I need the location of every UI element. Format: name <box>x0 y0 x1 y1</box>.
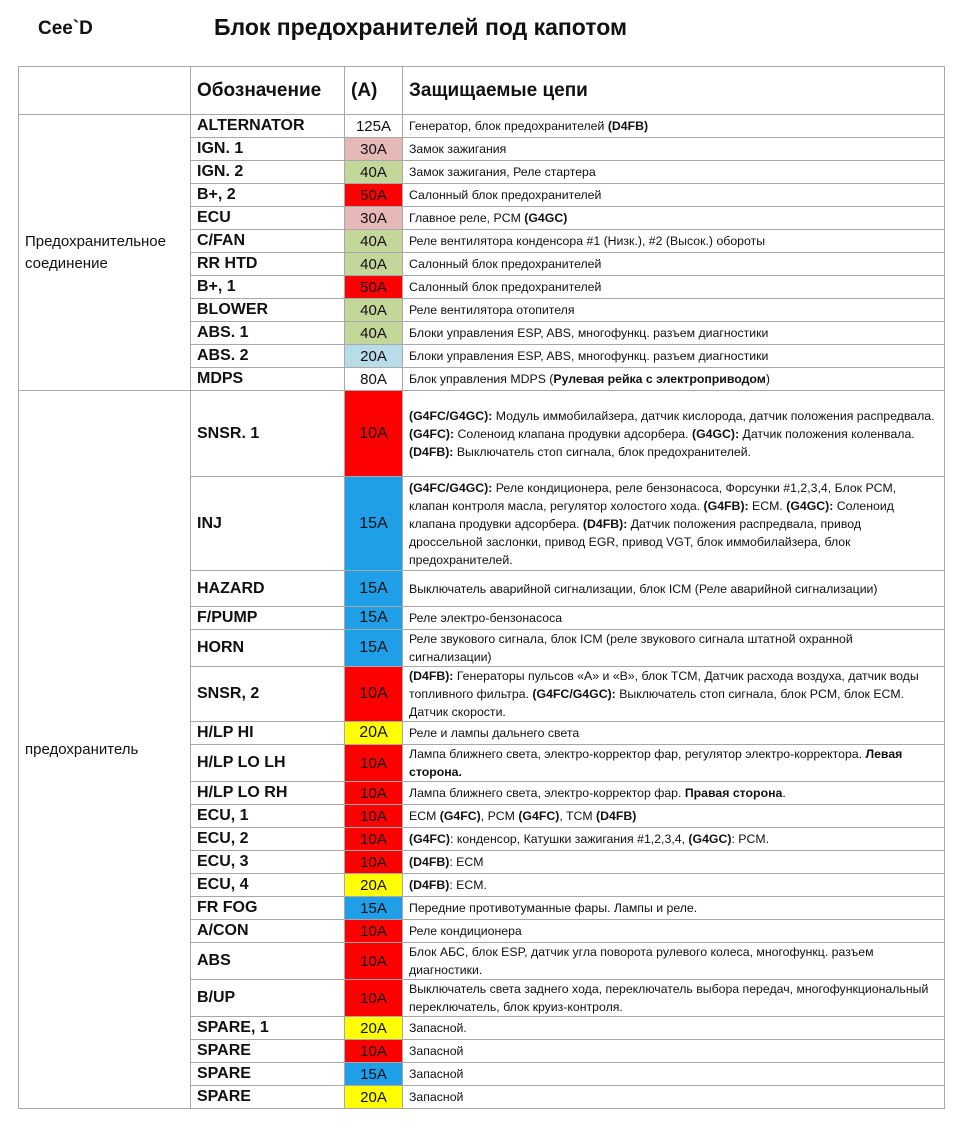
circuit-text-bold: (G4GC): <box>691 426 740 441</box>
circuit-text-bold: (D4FB) <box>409 878 450 892</box>
fuse-designation: F/PUMP <box>191 607 345 630</box>
circuit-text-bold: (G4FC): <box>409 426 455 441</box>
circuit-text: Генератор, блок предохранителей <box>409 119 608 133</box>
protected-circuits <box>403 874 945 897</box>
circuit-text-bold: (D4FB) <box>409 855 450 869</box>
circuit-text-bold: (G4FC/G4GC): <box>532 687 616 701</box>
protected-circuits <box>403 391 945 477</box>
circuit-text: : ECM. <box>449 878 487 892</box>
group-label: Предохранительное соединение <box>19 115 191 391</box>
fuse-designation: MDPS <box>191 368 345 391</box>
circuit-text-bold: Правая сторона <box>684 786 783 800</box>
fuse-designation: SNSR. 1 <box>191 391 345 477</box>
protected-circuits <box>403 667 945 722</box>
protected-circuits <box>403 368 945 391</box>
fuse-amperage: 10A <box>345 805 403 828</box>
circuit-text: Главное реле, PCM <box>409 211 525 225</box>
fuse-designation: SPARE <box>191 1086 345 1109</box>
fuse-amperage: 40A <box>345 230 403 253</box>
fuse-amperage: 15A <box>345 630 403 667</box>
protected-circuits <box>403 184 945 207</box>
circuit-text-bold: (G4GC): <box>786 498 834 513</box>
circuit-text: Выключатель света заднего хода, переключатель выбора передач, многофункциональный переключатель, блок круиз-контроля. <box>409 982 929 1014</box>
header-amperage: (A) <box>345 67 403 115</box>
circuit-text: Выключатель стоп сигнала, блок PCM, блок ECM. Датчик скорости. <box>409 687 905 719</box>
protected-circuits <box>403 630 945 667</box>
protected-circuits <box>403 1040 945 1063</box>
fuse-designation: ECU, 3 <box>191 851 345 874</box>
fuse-amperage: 10A <box>345 745 403 782</box>
circuit-text: Замок зажигания <box>409 142 507 156</box>
fuse-amperage: 80A <box>345 368 403 391</box>
protected-circuits <box>403 161 945 184</box>
protected-circuits <box>403 345 945 368</box>
protected-circuits <box>403 1086 945 1109</box>
fuse-designation: H/LP LO RH <box>191 782 345 805</box>
fuse-amperage: 10A <box>345 920 403 943</box>
circuit-text: Выключатель стоп сигнала, блок предохранителей. <box>453 444 752 459</box>
circuit-text: Блок управления MDPS ( <box>409 372 554 386</box>
circuit-text: Модуль иммобилайзера, датчик кислорода, датчик положения распредвала. <box>492 408 935 423</box>
circuit-text: Датчик положения распредвала, привод дроссельной заслонки, привод EGR, привод VGT, блок иммобилайзера, блок предохранителей. <box>409 516 862 567</box>
protected-circuits <box>403 115 945 138</box>
circuit-text: Лампа ближнего света, электро-корректор фар, регулятор электро-корректора. <box>409 747 866 761</box>
circuit-text: : ECM <box>449 855 484 869</box>
protected-circuits <box>403 980 945 1017</box>
circuit-text: Запасной <box>409 1090 464 1104</box>
fuse-amperage: 50A <box>345 276 403 299</box>
fuse-amperage: 20A <box>345 722 403 745</box>
fuse-amperage: 10A <box>345 943 403 980</box>
circuit-text-bold: (G4FC) <box>409 832 450 846</box>
fuse-amperage: 10A <box>345 828 403 851</box>
fuse-amperage: 125A <box>345 115 403 138</box>
protected-circuits <box>403 276 945 299</box>
fuse-amperage: 20A <box>345 1086 403 1109</box>
circuit-text-bold: (G4FB): <box>703 498 749 513</box>
circuit-text: : конденсор, Катушки зажигания #1,2,3,4, <box>450 832 689 846</box>
protected-circuits <box>403 722 945 745</box>
fuse-amperage: 10A <box>345 667 403 722</box>
fuse-designation: INJ <box>191 477 345 571</box>
circuit-text-bold: (D4FB): <box>409 444 454 459</box>
fuse-designation: HORN <box>191 630 345 667</box>
table-header-row <box>19 67 945 115</box>
circuit-text-bold: (D4FB) <box>607 119 649 133</box>
circuit-text: ) <box>765 372 770 386</box>
circuit-text-bold: (D4FB) <box>596 809 637 823</box>
fuse-designation: BLOWER <box>191 299 345 322</box>
car-model: Cee`D <box>38 18 93 39</box>
protected-circuits <box>403 230 945 253</box>
circuit-text: Запасной <box>409 1067 464 1081</box>
fuse-designation: SPARE <box>191 1040 345 1063</box>
circuit-text-bold: Рулевая рейка с электроприводом <box>553 372 766 386</box>
circuit-text-bold: (G4FC) <box>439 809 481 823</box>
fuse-designation: FR FOG <box>191 897 345 920</box>
circuit-text-bold: (G4GC) <box>524 211 568 225</box>
fuse-designation: HAZARD <box>191 571 345 607</box>
fuse-designation: B/UP <box>191 980 345 1017</box>
circuit-text: Реле электро-бензонасоса <box>409 611 563 625</box>
fuse-amperage: 40A <box>345 161 403 184</box>
fuse-designation: IGN. 1 <box>191 138 345 161</box>
circuit-text: Лампа ближнего света, электро-корректор фар. <box>409 786 685 800</box>
circuit-text: Замок зажигания, Реле стартера <box>409 165 596 179</box>
circuit-text-bold: (G4FC) <box>518 809 560 823</box>
circuit-text: Датчик положения коленвала. <box>739 426 915 441</box>
protected-circuits <box>403 477 945 571</box>
circuit-text: Реле вентилятора отопителя <box>409 303 575 317</box>
circuit-text: Запасной. <box>409 1021 467 1035</box>
protected-circuits <box>403 943 945 980</box>
page-title: Блок предохранителей под капотом <box>214 14 627 40</box>
fuse-designation: B+, 1 <box>191 276 345 299</box>
protected-circuits <box>403 1017 945 1040</box>
fuse-amperage: 40A <box>345 253 403 276</box>
circuit-text-bold: (G4FC/G4GC): <box>409 408 493 423</box>
circuit-text: Реле кондиционера, реле бензонасоса, Форсунки #1,2,3,4, Блок PCM, клапан контроля масла, регулятор холостого хода. <box>409 480 897 513</box>
protected-circuits <box>403 322 945 345</box>
fuse-designation: C/FAN <box>191 230 345 253</box>
header-designation: Обозначение <box>191 67 345 115</box>
circuit-text-bold: (D4FB): <box>409 669 454 683</box>
circuit-text: Реле и лампы дальнего света <box>409 726 580 740</box>
circuit-text: Блоки управления ESP, ABS, многофункц. разъем диагностики <box>409 349 769 363</box>
fuse-designation: ABS. 1 <box>191 322 345 345</box>
circuit-text-bold: (G4FC/G4GC): <box>409 480 493 495</box>
circuit-text: Салонный блок предохранителей <box>409 257 602 271</box>
circuit-text: Салонный блок предохранителей <box>409 280 602 294</box>
circuit-text-bold: (G4GC) <box>688 832 732 846</box>
fuse-amperage: 10A <box>345 851 403 874</box>
fuse-designation: ECU <box>191 207 345 230</box>
fuse-designation: SPARE <box>191 1063 345 1086</box>
circuit-text-bold: Левая сторона. <box>409 747 903 779</box>
circuit-text: Соленоид клапана продувки адсорбера. <box>409 498 894 531</box>
circuit-text: . <box>782 786 786 800</box>
fuse-designation: ALTERNATOR <box>191 115 345 138</box>
fuse-amperage: 40A <box>345 299 403 322</box>
fuse-table-body <box>19 115 945 1109</box>
fuse-designation: A/CON <box>191 920 345 943</box>
fuse-amperage: 20A <box>345 345 403 368</box>
protected-circuits <box>403 1063 945 1086</box>
fuse-designation: SNSR, 2 <box>191 667 345 722</box>
circuit-text: Реле звукового сигнала, блок ICM (реле звукового сигнала штатной охранной сигнализации) <box>409 632 853 664</box>
protected-circuits <box>403 299 945 322</box>
fuse-amperage: 40A <box>345 322 403 345</box>
fuse-table <box>18 66 945 1109</box>
protected-circuits <box>403 851 945 874</box>
protected-circuits <box>403 782 945 805</box>
fuse-designation: H/LP HI <box>191 722 345 745</box>
fuse-designation: RR HTD <box>191 253 345 276</box>
fuse-designation: ECU, 1 <box>191 805 345 828</box>
fuse-designation: H/LP LO LH <box>191 745 345 782</box>
protected-circuits <box>403 745 945 782</box>
circuit-text: : PCM. <box>731 832 770 846</box>
fuse-amperage: 10A <box>345 1040 403 1063</box>
circuit-text: , TCM <box>559 809 596 823</box>
fuse-amperage: 20A <box>345 874 403 897</box>
fuse-designation: ECU, 4 <box>191 874 345 897</box>
circuit-text: Соленоид клапана продувки адсорбера. <box>454 426 692 441</box>
fuse-amperage: 15A <box>345 1063 403 1086</box>
circuit-text: Передние противотуманные фары. Лампы и реле. <box>409 901 698 915</box>
circuit-text: Блок АБС, блок ESP, датчик угла поворота рулевого колеса, многофункц. разъем диагностики. <box>409 945 874 977</box>
circuit-text: , PCM <box>480 809 519 823</box>
fuse-amperage: 15A <box>345 571 403 607</box>
fuse-amperage: 30A <box>345 207 403 230</box>
fuse-amperage: 15A <box>345 897 403 920</box>
fuse-designation: ABS. 2 <box>191 345 345 368</box>
protected-circuits <box>403 897 945 920</box>
fuse-amperage: 10A <box>345 980 403 1017</box>
fuse-designation: IGN. 2 <box>191 161 345 184</box>
fuse-amperage: 15A <box>345 607 403 630</box>
protected-circuits <box>403 920 945 943</box>
header-group <box>19 67 191 115</box>
circuit-text: Генераторы пульсов «А» и «В», блок TCM, Датчик расхода воздуха, датчик воды топливного фильтра. <box>409 669 919 701</box>
circuit-text: Реле вентилятора конденсора #1 (Низк.), #2 (Высок.) обороты <box>409 234 766 248</box>
fuse-designation: ABS <box>191 943 345 980</box>
table-row <box>19 391 945 477</box>
circuit-text: Запасной <box>409 1044 464 1058</box>
protected-circuits <box>403 253 945 276</box>
fuse-amperage: 30A <box>345 138 403 161</box>
circuit-text: ECM <box>409 809 440 823</box>
circuit-text: Салонный блок предохранителей <box>409 188 602 202</box>
protected-circuits <box>403 828 945 851</box>
table-row <box>19 115 945 138</box>
protected-circuits <box>403 571 945 607</box>
circuit-text-bold: (D4FB): <box>582 516 628 531</box>
circuit-text: Реле кондиционера <box>409 924 522 938</box>
fuse-amperage: 50A <box>345 184 403 207</box>
circuit-text: ECM. <box>748 498 787 513</box>
fuse-amperage: 10A <box>345 782 403 805</box>
protected-circuits <box>403 207 945 230</box>
fuse-amperage: 15A <box>345 477 403 571</box>
header-circuits: Защищаемые цепи <box>403 67 945 115</box>
fuse-designation: B+, 2 <box>191 184 345 207</box>
group-label: предохранитель <box>19 391 191 1109</box>
protected-circuits <box>403 138 945 161</box>
protected-circuits <box>403 805 945 828</box>
circuit-text: Выключатель аварийной сигнализации, блок ICM (Реле аварийной сигнализации) <box>409 581 878 596</box>
fuse-designation: ECU, 2 <box>191 828 345 851</box>
circuit-text: Блоки управления ESP, ABS, многофункц. разъем диагностики <box>409 326 769 340</box>
fuse-amperage: 10A <box>345 391 403 477</box>
protected-circuits <box>403 607 945 630</box>
fuse-amperage: 20A <box>345 1017 403 1040</box>
fuse-designation: SPARE, 1 <box>191 1017 345 1040</box>
